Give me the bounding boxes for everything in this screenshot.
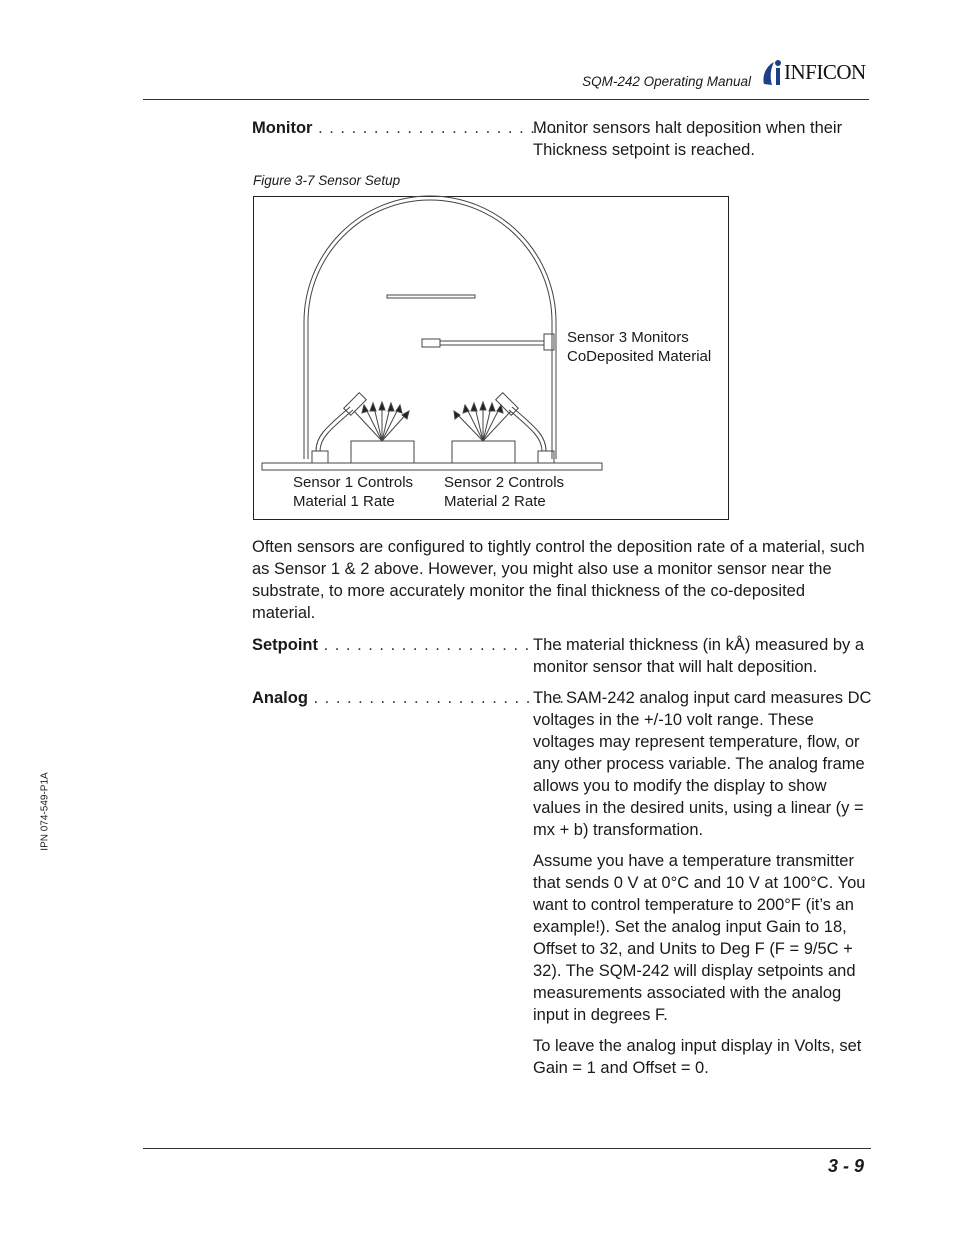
analog-paragraph-2: Assume you have a temperature transmitter that sends 0 V at 0°C and 10 V at 100°C. You want to control temperature to 200°F (it’s an example!). Set the analog input Gain to 18, Offset to 32, and Units to Deg F (F = 9/5C + 32). The SQM-242 will display setpoints and measurements associated with the analog input in degrees F. — [533, 852, 866, 1024]
source-2 — [452, 441, 515, 463]
leader-dots: . . . . . . . . . . . . . . . . . . . . . . — [312, 119, 559, 137]
sensor-2-label: Sensor 2 Controls Material 2 Rate — [444, 474, 565, 510]
setpoint-definition: The material thickness (in kÅ) measured by a monitor sensor that will halt deposition. — [533, 636, 865, 676]
sensor-setup-figure — [253, 196, 729, 520]
side-document-code: IPN 074-549-P1A — [39, 772, 51, 851]
leader-dots: . . . . . . . . . . . . . . . . . . . . . . . — [307, 689, 565, 707]
vapor-plume-2 — [454, 402, 511, 441]
base-plate — [262, 463, 602, 470]
sensor-1-label: Sensor 1 Controls Material 1 Rate — [293, 474, 414, 510]
figure-caption: Figure 3-7 Sensor Setup — [253, 173, 401, 188]
bell-jar-inner — [308, 200, 552, 459]
analog-definition: The SAM-242 analog input card measures DC voltages in the +/-10 volt range. These voltages may represent temperature, flow, or any other process variable. The analog frame allows you to modify the display to show values in the desired units, using a linear (y = mx + b) transformation. — [533, 689, 872, 839]
sensor-3-head — [422, 339, 440, 347]
analog-paragraph-3: To leave the analog input display in Volts, set Gain = 1 and Offset = 0. — [533, 1037, 862, 1077]
monitor-definition: Monitor sensors halt deposition when their Thickness setpoint is reached. — [533, 119, 843, 159]
body-paragraph: Often sensors are configured to tightly control the deposition rate of a material, such as Sensor 1 & 2 above. However, you might also use a monitor sensor near the substrate, to more accurately monitor the final thickness of the co-deposited material. — [252, 538, 865, 622]
source-1 — [351, 441, 414, 463]
substrate — [387, 295, 475, 298]
left-foot — [312, 451, 328, 463]
manual-title: SQM-242 Operating Manual — [582, 74, 751, 89]
vapor-plume-1 — [354, 402, 409, 441]
brand-name: INFICON — [784, 60, 866, 84]
monitor-term: Monitor — [252, 119, 313, 137]
leader-dots: . . . . . . . . . . . . . . . . . . . . . . — [318, 636, 564, 654]
sensor-3-label: Sensor 3 Monitors CoDeposited Material — [567, 329, 712, 365]
footer-rule — [143, 1148, 871, 1149]
analog-term: Analog — [252, 689, 308, 707]
page-number: 3 - 9 — [827, 1156, 864, 1176]
setpoint-term: Setpoint — [252, 636, 318, 654]
header-rule — [143, 99, 869, 100]
